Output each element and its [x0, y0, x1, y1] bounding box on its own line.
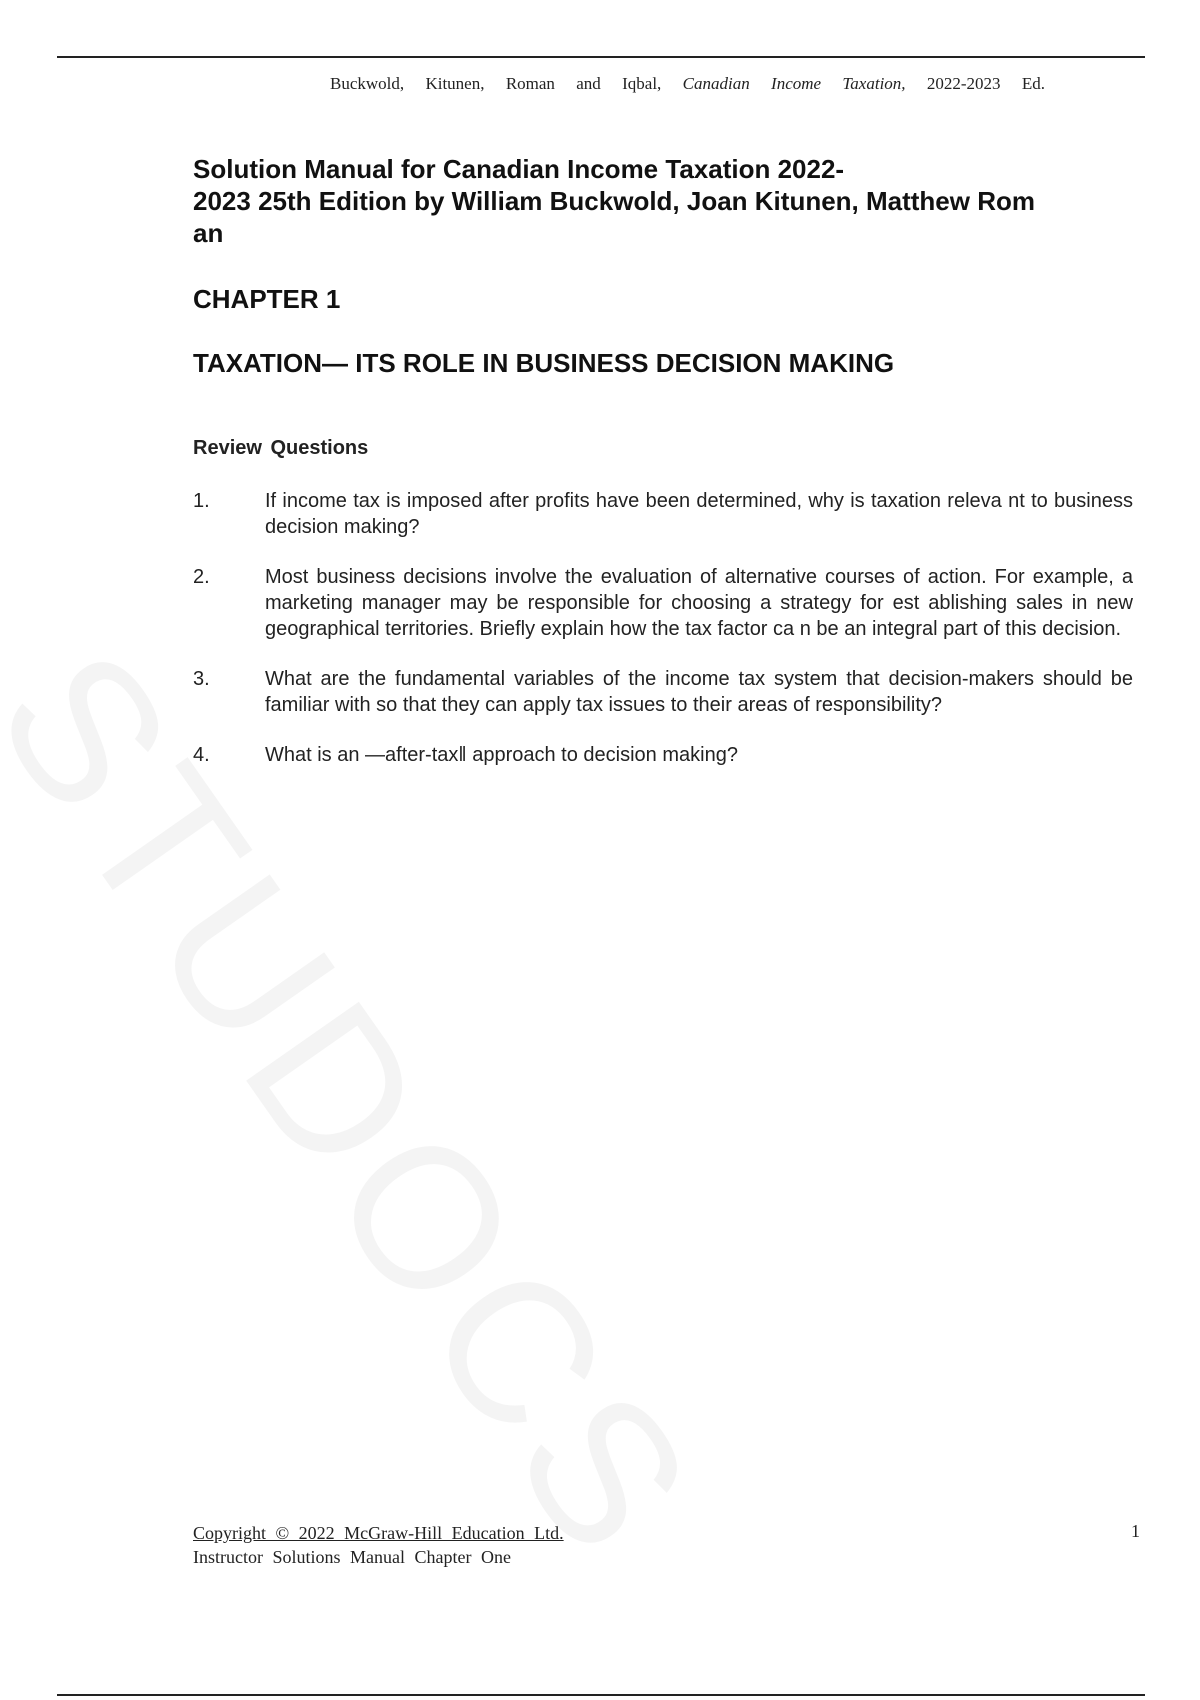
question-number: 2. [193, 566, 210, 588]
title-line-3: an [193, 218, 224, 248]
header-book-title: Canadian Income Taxation, [682, 74, 906, 93]
question-text: What are the fundamental variables of the income tax system that decision-makers should be familiar with so that they can apply tax issues to their areas of responsibility? [265, 668, 1133, 716]
page-footer [193, 1521, 564, 1569]
title-line-2: 2023 25th Edition by William Buckwold, Joan Kitunen, Matthew Rom [193, 186, 1035, 216]
top-rule [57, 56, 1145, 58]
review-questions-list [193, 488, 1133, 792]
page-number: 1 [1131, 1521, 1140, 1541]
title-line-1: Solution Manual for Canadian Income Taxation 2022- [193, 154, 845, 184]
question-text: If income tax is imposed after profits have been determined, why is taxation releva nt to business decision making? [265, 490, 1133, 538]
running-header [330, 74, 1045, 94]
question-number: 4. [193, 744, 210, 766]
bottom-rule [57, 1694, 1145, 1696]
header-edition: 2022-2023 Ed. [926, 74, 1046, 93]
chapter-label: CHAPTER 1 [193, 284, 341, 314]
footer-manual-label: Instructor Solutions Manual Chapter One [193, 1547, 511, 1567]
question-number: 3. [193, 668, 210, 690]
header-authors: Buckwold, Kitunen, Roman and Iqbal, [330, 74, 662, 93]
question-number: 1. [193, 490, 210, 512]
question-item [193, 742, 1133, 768]
question-item [193, 488, 1133, 540]
question-text: What is an ―after-tax‖ approach to decision making? [265, 744, 738, 766]
chapter-title: TAXATION— ITS ROLE IN BUSINESS DECISION MAKING [193, 348, 895, 378]
question-text: Most business decisions involve the evaluation of alternative courses of action. For example, a marketing manager may be responsible for choosing a strategy for est ablishing sales in new geographical territories. Briefly explain how the tax factor ca n be an integral part of this decision. [265, 566, 1133, 640]
footer-copyright: Copyright © 2022 McGraw-Hill Education Ltd. [193, 1523, 564, 1543]
document-title [193, 153, 1133, 249]
question-item [193, 666, 1133, 718]
review-questions-heading: Review Questions [193, 437, 369, 459]
question-item [193, 564, 1133, 642]
